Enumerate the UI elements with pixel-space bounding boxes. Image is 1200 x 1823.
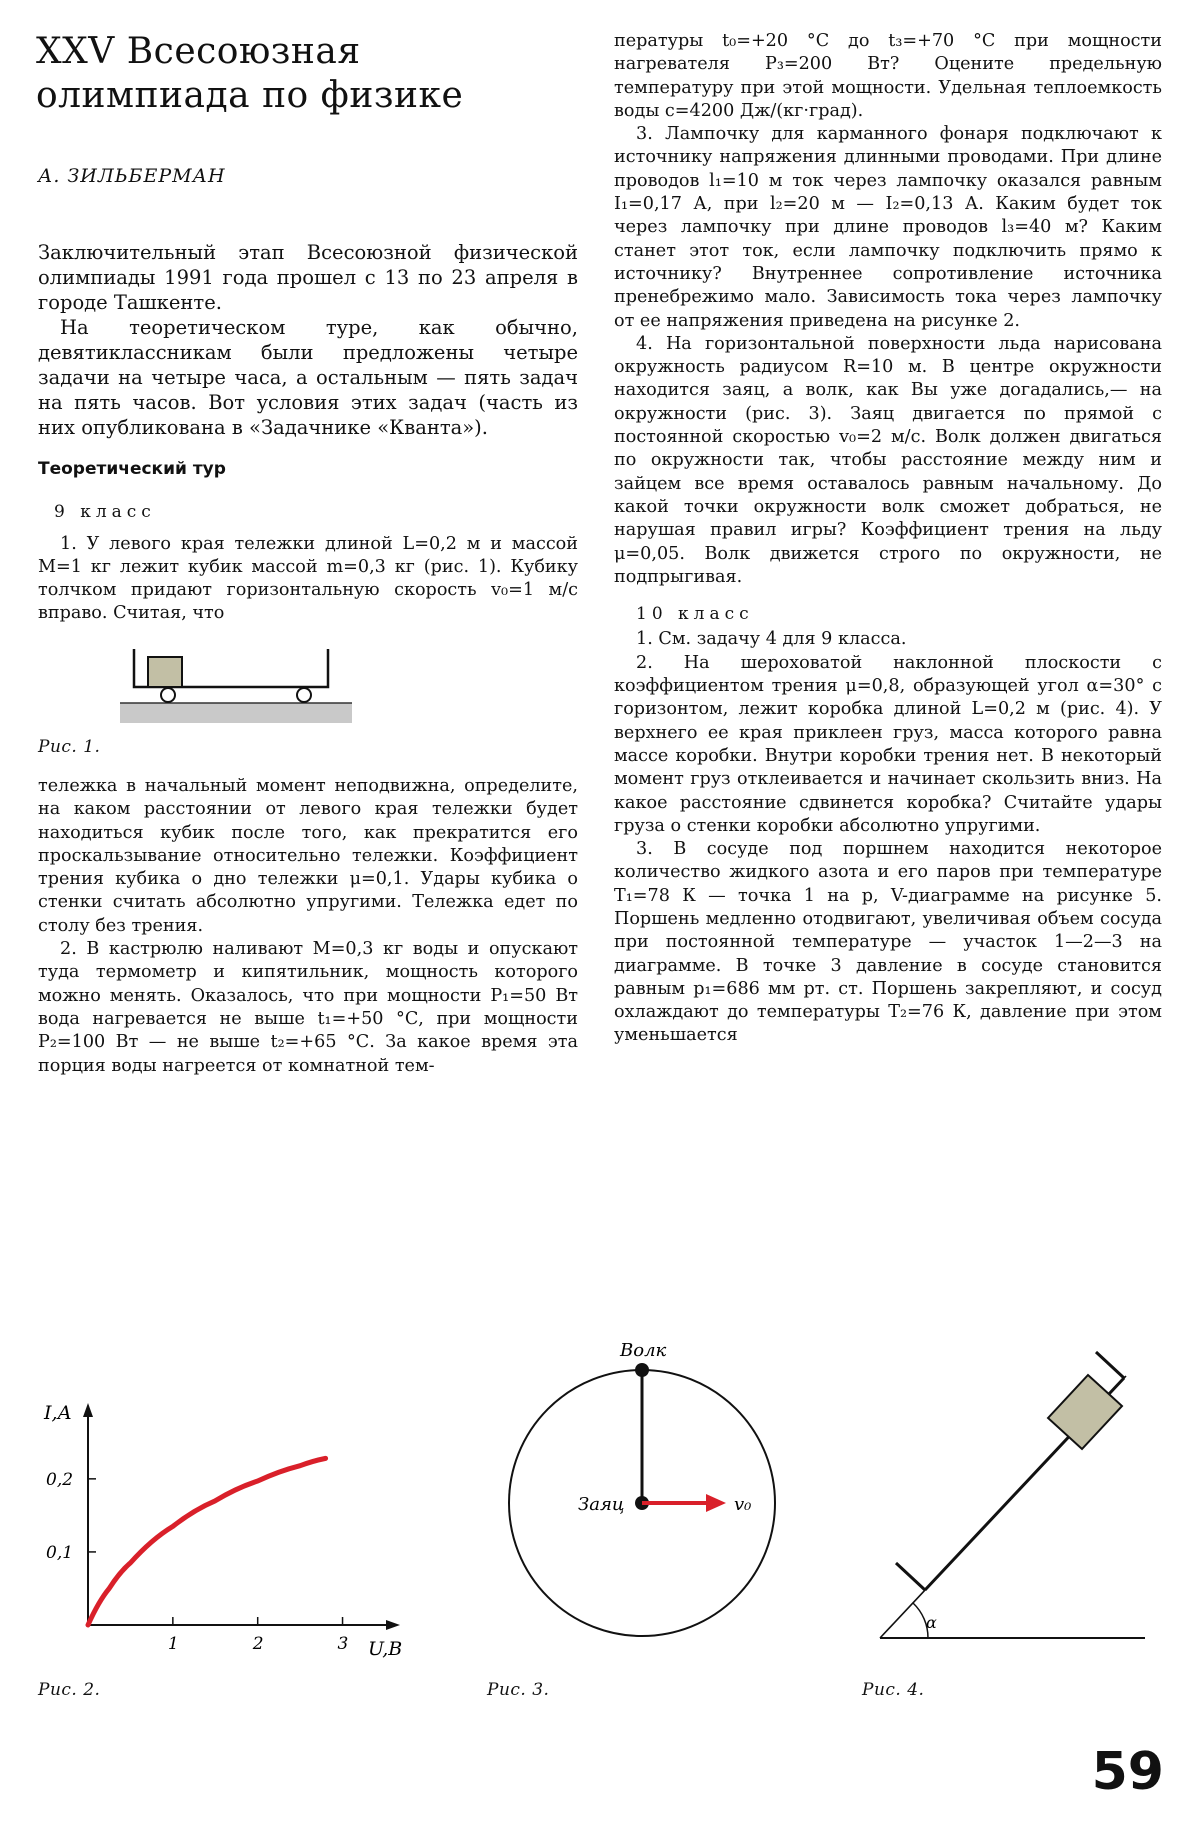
wolf-label: Волк [620, 1340, 667, 1361]
series-group [88, 1458, 326, 1625]
figure-1-caption: Рис. 1. [38, 737, 101, 757]
figure-4-caption: Рис. 4. [862, 1680, 925, 1700]
x-axis-label: U,В [368, 1638, 403, 1660]
axis-ticks [46, 1470, 348, 1654]
left-column-top [38, 458, 578, 626]
box-upper-wall [1096, 1352, 1124, 1378]
hare-label: Заяц [578, 1494, 625, 1515]
grade-9-heading: 9 класс [54, 502, 156, 523]
figure-2-caption: Рис. 2. [38, 1680, 101, 1700]
y-axis-arrow [83, 1403, 93, 1417]
angle-label: α [926, 1613, 937, 1632]
glued-load [1048, 1375, 1122, 1449]
figure-4-incline [860, 1340, 1190, 1650]
problem-10-2: 2. На шероховатой наклонной плоскости с коэффициентом трения μ=0,8, образующей угол α=30° с горизонтом, лежит коробка длиной L=0,2 м (рис. 4). У верхнего ее края приклеен груз, масса которого равна массе коробки. Внутри коробки трения нет. В некоторый момент груз отклеивается и начинает скользить вниз. На какое расстояние сдвинется коробка? Считайте удары груза о стенки коробки абсолютно упругими. [614, 652, 1162, 836]
x-tick-label-2: 2 [252, 1634, 264, 1654]
x-axis-arrow [386, 1620, 400, 1630]
problem-9-1-start: 1. У левого края тележки длиной L=0,2 м и массой M=1 кг лежит кубик массой m=0,3 кг (рис. 1). Кубику толчком придают горизонтальную скорость v₀=1 м/с вправо. Считая, что [38, 533, 578, 624]
figure-2-chart [40, 1395, 403, 1665]
intro-paragraph-2: На теоретическом туре, как обычно, девятиклассникам были предложены четыре задачи на четыре часа, а остальным — пять задач на пять часов. Вот условия этих задач (часть из них опубликована в «Задачнике «Кванта»). [38, 316, 578, 439]
box-lower-wall [896, 1563, 925, 1590]
x-tick-label-1: 1 [167, 1634, 179, 1654]
article-author: А. ЗИЛЬБЕРМАН [38, 165, 226, 187]
velocity-label: v₀ [734, 1494, 752, 1515]
y-tick-label-2: 0,2 [46, 1469, 74, 1490]
figure-3-caption: Рис. 3. [487, 1680, 550, 1700]
page-number: 59 [1091, 1742, 1164, 1802]
figure-1-cart [120, 645, 360, 725]
y-axis-label: I,А [44, 1402, 72, 1424]
table-surface [120, 703, 352, 723]
x-tick-label-3: 3 [337, 1634, 349, 1654]
series-line-1 [88, 1458, 326, 1625]
left-column-bottom [38, 775, 578, 1078]
problem-9-1-cont: тележка в начальный момент неподвижна, определите, на каком расстоянии от левого края тележки будет находиться кубик после того, как прекратится его проскальзывание относительно тележки. Коэффициент трения кубика о дно тележки μ=0,1. Удары кубика о стенки считать абсолютно упругими. Тележка едет по столу без трения. [38, 776, 578, 936]
section-heading: Теоретический тур [38, 459, 226, 479]
y-tick-label-1: 0,1 [46, 1542, 74, 1563]
problem-9-2-start: 2. В кастрюлю наливают M=0,3 кг воды и опускают туда термометр и кипятильник, мощность которого можно менять. Оказалось, что при мощности P₁=50 Вт вода нагревается не выше t₁=+50 °С, при мощности P₂=100 Вт — не выше t₂=+65 °С. За какое время эта порция воды нагреется от комнатной тем- [38, 939, 578, 1076]
intro-paragraph-1: Заключительный этап Всесоюзной физической олимпиады 1991 года прошел с 13 по 23 апреля в городе Ташкенте. [38, 241, 578, 314]
grade-10-heading: 10 класс [636, 604, 754, 625]
right-column [614, 30, 1162, 1048]
wolf-point [635, 1363, 649, 1377]
problem-9-2-cont: пературы t₀=+20 °С до t₃=+70 °С при мощности нагревателя P₃=200 Вт? Оцените предельную температуру при этой мощности. Удельная теплоемкость воды c=4200 Дж/(кг·град). [614, 31, 1162, 121]
cart-wheel-left [161, 688, 175, 702]
intro-text [38, 240, 578, 440]
velocity-arrowhead [706, 1494, 726, 1512]
cube [148, 657, 182, 687]
problem-9-3: 3. Лампочку для карманного фонаря подключают к источнику напряжения длинными проводами. При длине проводов l₁=10 м ток через лампочку оказался равным I₁=0,17 А, при l₂=20 м — I₂=0,13 А. Каким будет ток через лампочку при длине проводов l₃=40 м? Каким станет этот ток, если лампочку подключить прямо к источнику? Внутреннее сопротивление источника пренебрежимо мало. Зависимость тока через лампочку от ее напряжения приведена на рисунке 2. [614, 124, 1162, 331]
cart-wheel-right [297, 688, 311, 702]
problem-9-4: 4. На горизонтальной поверхности льда нарисована окружность радиусом R=10 м. В центре окружности находится заяц, а волк, как Вы уже догадались,— на окружности (рис. 3). Заяц двигается по прямой с постоянной скоростью v₀=2 м/с. Волк должен двигаться по окружности так, чтобы расстояние между ним и зайцем все время оставалось равным начальному. До какой точки окружности волк сможет добраться, не нарушая правил игры? Коэффициент трения на льду μ=0,05. Волк движется строго по окружности, не подпрыгивая. [614, 333, 1162, 587]
problem-10-3: 3. В сосуде под поршнем находится некоторое количество жидкого азота и его паров при температуре T₁=78 К — точка 1 на p, V-диаграмме на рисунке 5. Поршень медленно отодвигают, увеличивая объем сосуда при постоянной температуре — участок 1—2—3 на диаграмме. В точке 3 давление в сосуде становится равным p₁=686 мм рт. ст. Поршень закрепляют, и сосуд охлаждают до температуры T₂=76 К, давление при этом уменьшается [614, 839, 1162, 1046]
problem-10-1: 1. См. задачу 4 для 9 класса. [636, 629, 907, 650]
article-title: XXV Всесоюзная олимпиада по физике [36, 31, 464, 116]
figure-3-circle [470, 1318, 790, 1638]
